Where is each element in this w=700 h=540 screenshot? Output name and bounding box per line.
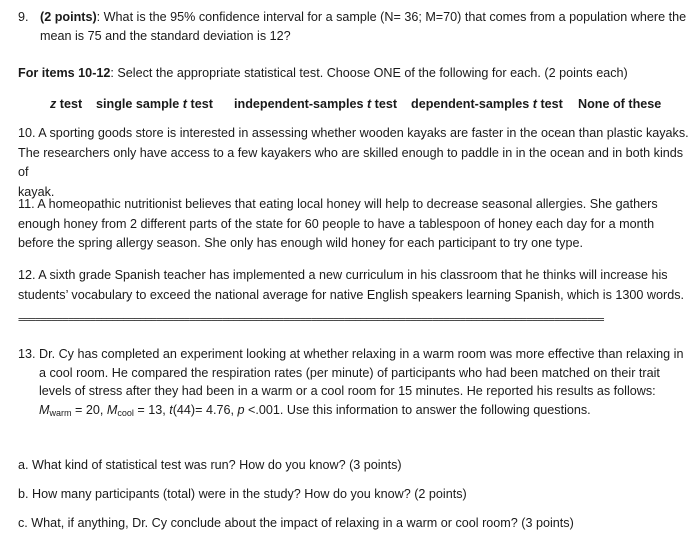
question-13-line3: levels of stress after they had been in a warm or a cool room for 15 minutes. He reported his results as follows: [39,384,656,398]
item-11 [18,195,694,254]
question-9-number: 9. [18,10,29,24]
items-10-12-text: : Select the appropriate statistical test. Choose ONE of the following for each. (2 points each) [110,66,628,80]
m-warm-subscript: warm [49,407,72,418]
item-12-line2: students’ vocabulary to exceed the national average for native English speakers learning Spanish, which is 1300 words. [18,287,684,302]
question-13c: c. What, if anything, Dr. Cy conclude about the impact of relaxing in a warm or cool room? (3 points) [18,516,574,530]
choice-single-sample: single sample t test [96,97,213,111]
question-9-points: (2 points) [40,10,97,24]
item-12 [18,266,694,305]
question-13-text: Dr. Cy has completed an experiment looking at whether relaxing in a warm room was more effective than relaxing in [39,347,684,361]
item-10 [18,124,694,202]
m-cool-subscript: cool [117,407,134,418]
m-warm-value: = 20, [71,402,107,417]
question-9-line2: mean is 75 and the standard deviation is 12? [40,29,291,43]
item-11-line3: before the spring allergy season. She only has enough wild honey for each participant to try one type. [18,236,583,250]
items-10-12-instructions [18,64,694,82]
question-9-text: : What is the 95% confidence interval for a sample (N= 36; M=70) that comes from a population where the [96,10,687,24]
p-value-text: <.001. Use this information to answer the following questions. [244,402,591,417]
question-13-results [18,401,694,420]
t-statistic-label: t [169,402,173,417]
m-cool-label: M [106,402,118,417]
item-11-line2: enough honey from 2 different parts of the state for 60 people to have a tablespoon of honey each day for a month [18,216,655,231]
items-10-12-label: For items 10-12 [18,66,111,80]
item-10-line2: The researchers only have access to a few kayakers who are skilled enough to paddle in in the ocean and in both kinds of [18,145,684,179]
question-9-line1 [18,8,694,27]
choice-z-test: z test [50,97,83,111]
question-13-number: 13. [18,347,36,361]
question-13a: a. What kind of statistical test was run? How do you know? (3 points) [18,458,402,472]
item-11-line1: 11. A homeopathic nutritionist believes that eating local honey will help to decrease seasonal allergies. She gathers [18,197,658,211]
question-13 [18,345,694,419]
item-10-line1: 10. A sporting goods store is interested in assessing whether wooden kayaks are faster in the ocean than plastic kayaks. [18,126,689,140]
question-13-line2: a cool room. He compared the respiration rates (per minute) of participants who had been matched on their trait [39,365,660,380]
question-13-line1 [18,345,694,364]
m-cool-value: = 13, [133,402,170,417]
choice-independent: independent-samples t test [234,97,398,111]
question-13b: b. How many participants (total) were in the study? How do you know? (2 points) [18,487,467,501]
choice-none: None of these [578,97,662,111]
p-value-label: p [237,402,245,417]
t-statistic-value: (44)= 4.76, [172,402,238,417]
item-10-line3: kayak. [18,184,55,199]
question-9 [18,8,694,46]
section-divider: ========================================================================================================== [18,313,604,326]
m-warm-label: M [39,402,50,417]
item-12-line1: 12. A sixth grade Spanish teacher has implemented a new curriculum in his classroom that he thinks will increase his [18,268,668,282]
choice-dependent: dependent-samples t test [411,97,563,111]
